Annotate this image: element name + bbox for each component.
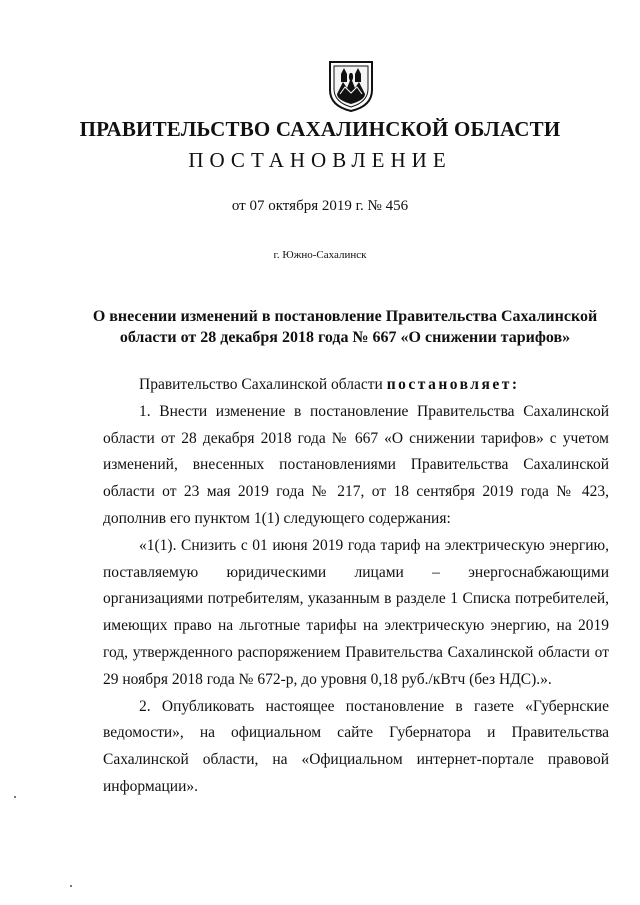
title-line-2: области от 28 декабря 2018 года № 667 «О снижении тарифов» xyxy=(119,329,571,346)
paragraph-2: 2. Опубликовать настоящее постановление в газете «Губернские ведомости», на официальном сайте Губернатора и Правительства Сахалинской области, на «Официальном интернет-портале правовой информации». xyxy=(103,697,609,795)
date-and-number: от 07 октября 2019 г. № 456 xyxy=(231,198,409,214)
title-line-1: О внесении изменений в постановление Правительства Сахалинской xyxy=(92,308,598,325)
government-name: ПРАВИТЕЛЬСТВО САХАЛИНСКОЙ ОБЛАСТИ xyxy=(79,117,561,141)
scan-speck xyxy=(70,885,72,887)
paragraph-1-quote: «1(1). Снизить с 01 июня 2019 года тариф на электрическую энергию, поставляемую юридическими лицами – энергоснабжающими организациями потребителям, указанным в разделе 1 Списка потребителей, имеющих право на льготные тарифы на электрическую энергию, на 2019 год, утвержденного распоряжением Правительства Сахалинской области от 29 ноября 2018 года № 672-р, до уровня 0,18 руб./кВтч (без НДС).». xyxy=(103,536,609,688)
sakhalin-coat-of-arms-icon xyxy=(327,60,375,112)
scan-speck xyxy=(14,796,16,798)
preamble-keyword: постановляет: xyxy=(386,376,520,393)
document-type: ПОСТАНОВЛЕНИЕ xyxy=(188,148,452,172)
preamble xyxy=(103,372,609,399)
document-body xyxy=(103,372,609,801)
preamble-text: Правительство Сахалинской области xyxy=(139,376,387,393)
document-title xyxy=(90,306,600,348)
paragraph-1: 1. Внести изменение в постановление Правительства Сахалинской области от 28 декабря 2018 года № 667 «О снижении тарифов» с учетом изменений, внесенных постановлениями Правительства Сахалинской области от 23 мая 2019 года № 217, от 18 сентября 2019 года № 423, дополнив его пунктом 1(1) следующего содержания: xyxy=(103,402,609,527)
city: г. Южно-Сахалинск xyxy=(273,249,367,261)
